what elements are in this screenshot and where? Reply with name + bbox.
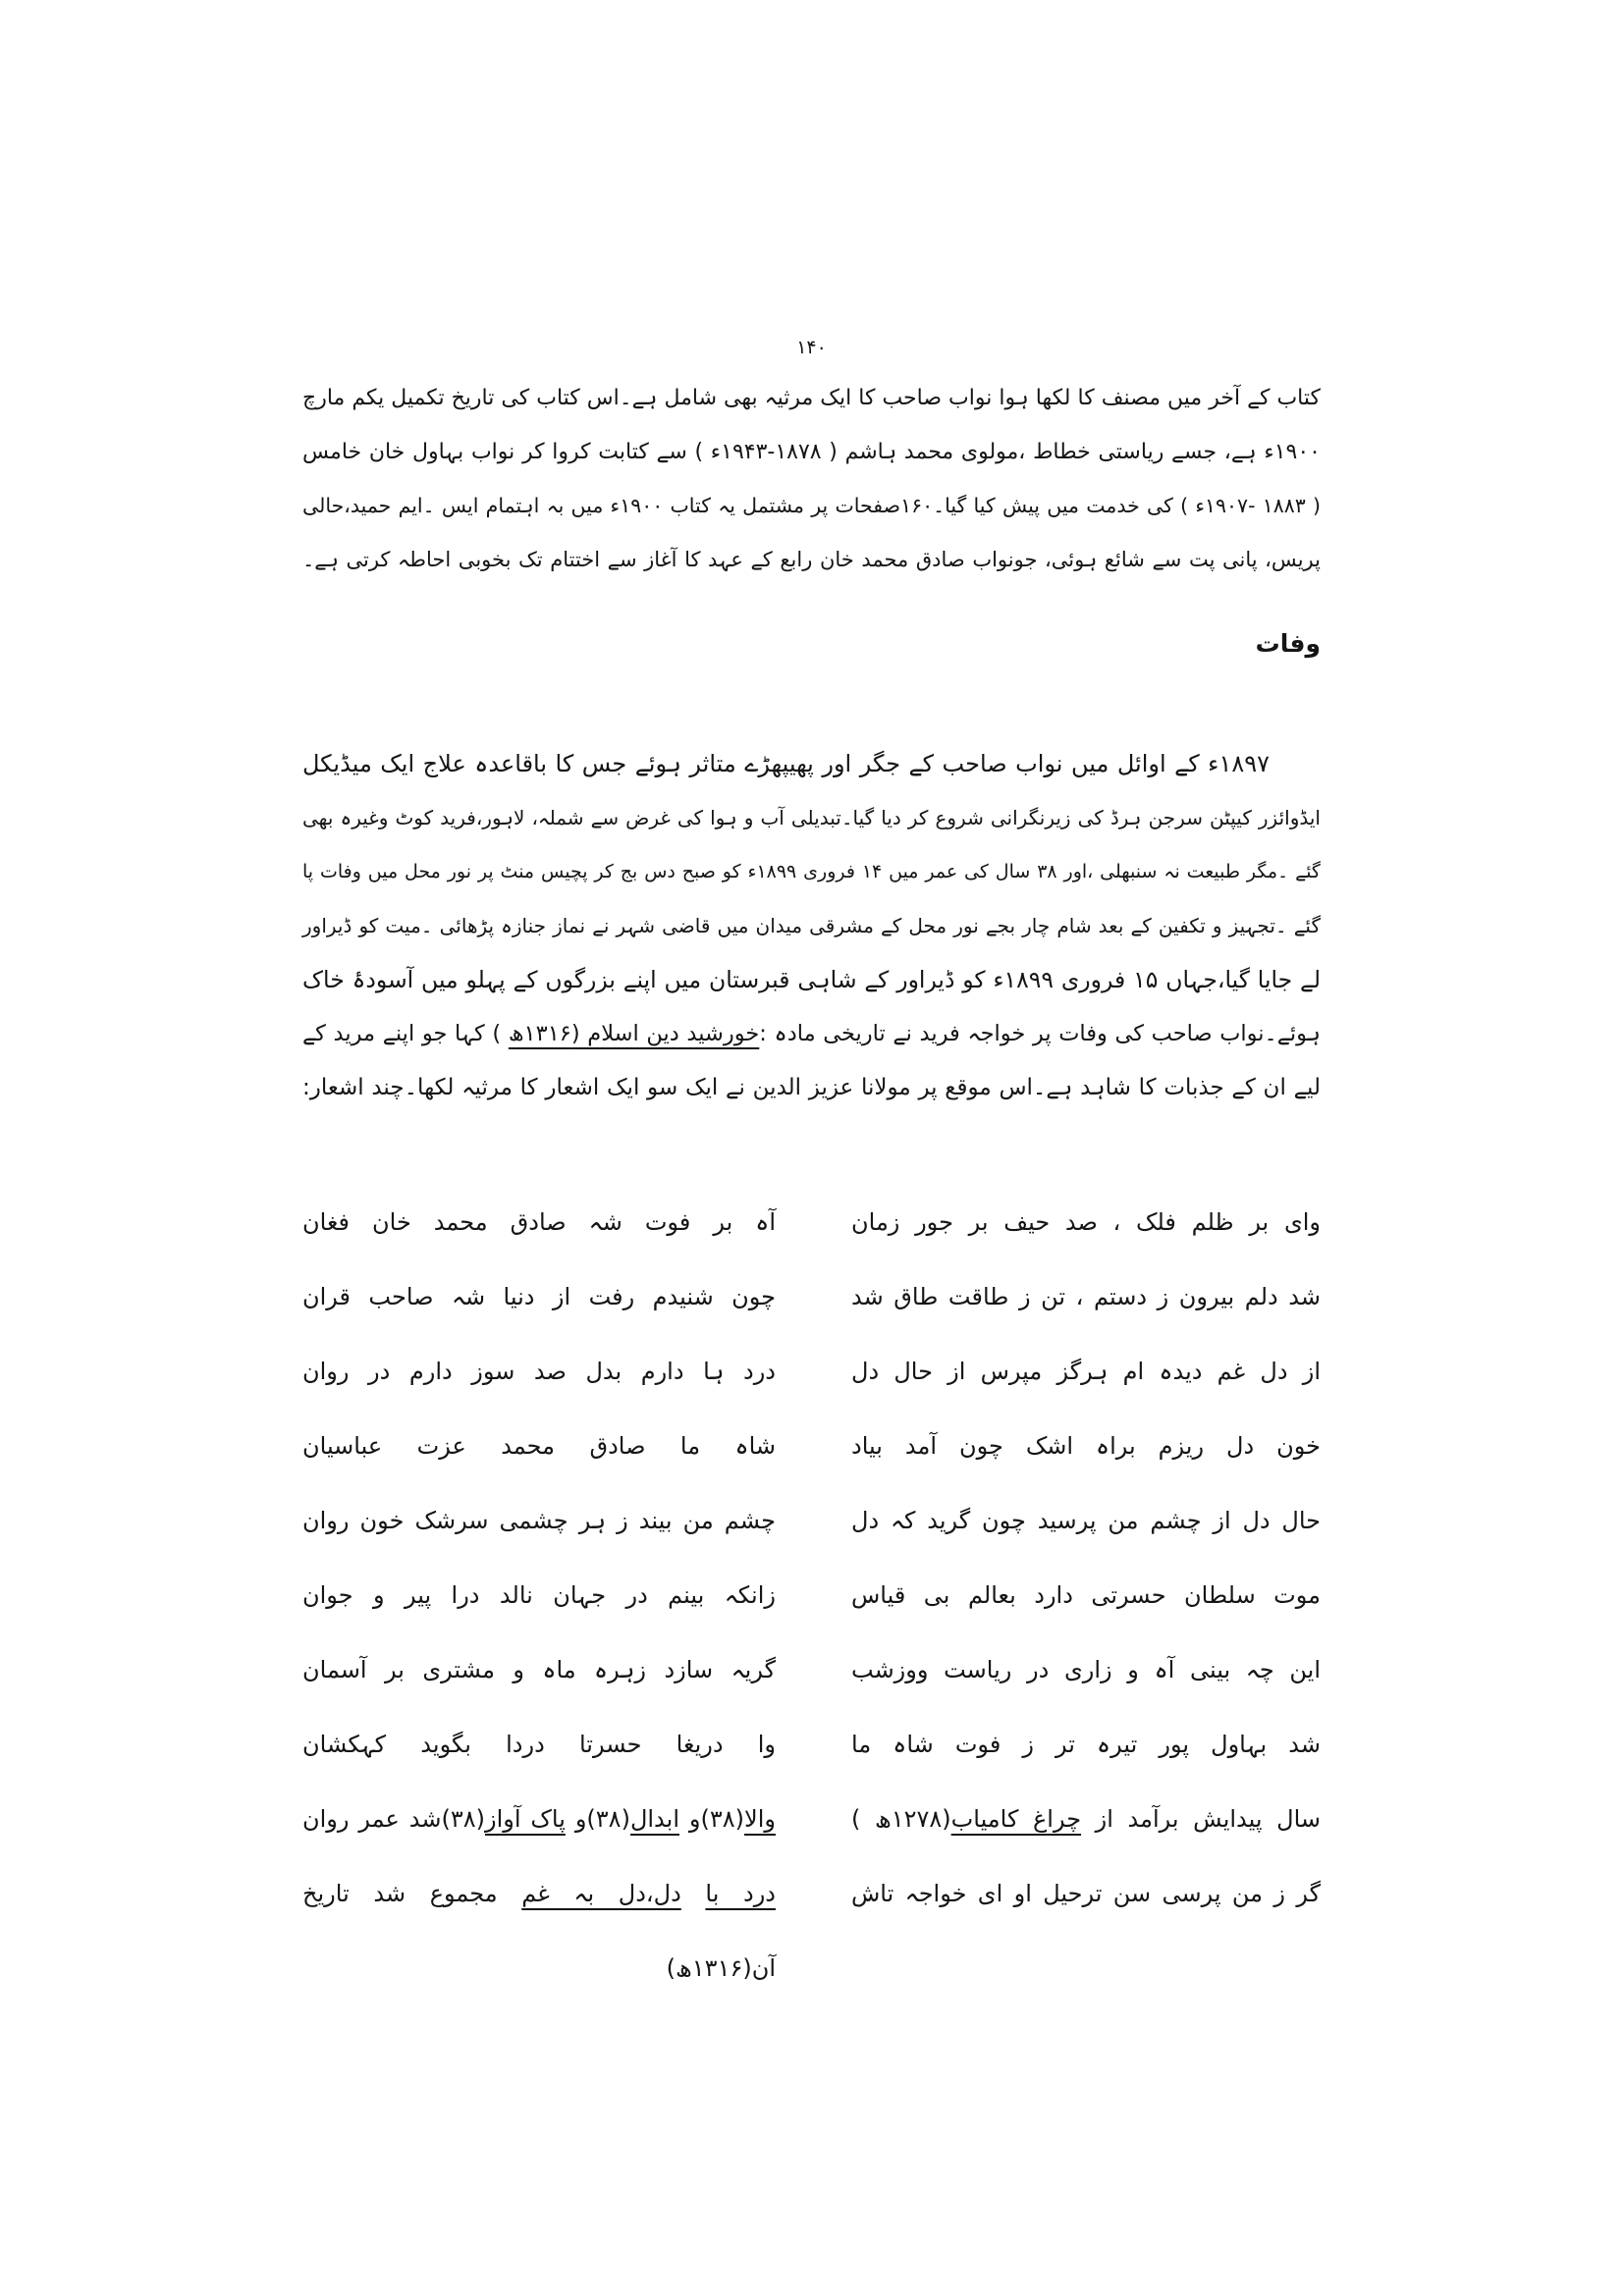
text-run: پریس، پانی پت سے شائع ہوئی، جونواب صادق محمد خان رابع کے عہد کا آغاز سے اختتام تک بخوبی احاطہ کرتی ہے۔ — [302, 548, 1321, 571]
text-line — [302, 371, 1321, 425]
text-line — [302, 737, 1270, 791]
second-hemistich — [302, 1334, 776, 1409]
second-hemistich — [302, 1409, 776, 1483]
text-run: (۱۲۷۸ھ ) — [851, 1805, 951, 1833]
text-line — [302, 845, 1321, 899]
couplet — [302, 1707, 1321, 1782]
couplet — [302, 1782, 1321, 1856]
first-hemistich — [851, 1632, 1321, 1707]
underlined-phrase: خورشید دین اسلام (۱۳۱۶ھ — [508, 1021, 760, 1046]
text-run: سال پیدایش برآمد از — [1081, 1805, 1322, 1833]
second-hemistich — [302, 1558, 776, 1632]
text-run: حال دل از چشم من پرسید چون گرید کہ دل — [851, 1507, 1321, 1534]
text-run: (۳۸)شد عمر روان — [302, 1805, 485, 1833]
couplet — [302, 1558, 1321, 1632]
first-hemistich — [851, 1558, 1321, 1632]
first-hemistich — [851, 1185, 1321, 1259]
underlined-phrase: پاک آواز — [484, 1805, 566, 1833]
text-line — [302, 1007, 1321, 1061]
text-run: خون دل ریزم براہ اشک چون آمد بیاد — [851, 1432, 1321, 1460]
text-run: کتاب کے آخر میں مصنف کا لکھا ہوا نواب صاحب کا ایک مرثیہ بھی شامل ہے۔اس کتاب کی تاریخ تکمیل یکم مارچ — [302, 386, 1321, 410]
first-hemistich — [851, 1259, 1321, 1334]
text-run: ۱۸۹۷ء کے اوائل میں نواب صاحب کے جگر اور پھیپھڑے متاثر ہوئے جس کا باقاعدہ علاج ایک میڈیکل — [302, 750, 1270, 777]
text-run: درد ہا دارم بدل صد سوز دارم در روان — [302, 1358, 776, 1385]
text-run: زانکہ بینم در جہان نالد درا پیر و جوان — [302, 1581, 776, 1609]
text-run: ۱۹۰۰ء ہے، جسے ریاستی خطاط ،مولوی محمد ہاشم ( ۱۸۷۸-۱۹۴۳ء ) سے کتابت کروا کر نواب بہاول خان خامس — [302, 440, 1321, 464]
text-run: لیے ان کے جذبات کا شاہد ہے۔اس موقع پر مولانا عزیز الدین نے ایک سو ایک اشعار کا مرثیہ لکھا۔چند اشعار: — [302, 1075, 1321, 1100]
text-run: شد دلم بیرون ز دستم ، تن ز طاقت طاق شد — [851, 1283, 1321, 1310]
text-run: ( ۱۸۸۳ -۱۹۰۷ء ) کی خدمت میں پیش کیا گیا۔۱۶۰صفحات پر مشتمل یہ کتاب ۱۹۰۰ء میں بہ اہتمام ایس ۔ایم حمید،حالی — [302, 494, 1321, 517]
first-hemistich — [851, 1409, 1321, 1483]
text-run: آہ بر فوت شہ صادق محمد خان فغان — [302, 1208, 776, 1236]
underlined-phrase: ابدال — [629, 1805, 679, 1833]
text-run: این چہ بینی آہ و زاری در ریاست ووزشب — [851, 1656, 1321, 1683]
text-run: وای بر ظلم فلک ، صد حیف بر جور زمان — [851, 1208, 1321, 1236]
underlined-phrase: والا — [744, 1805, 776, 1833]
couplet — [302, 1856, 1321, 1982]
couplet — [302, 1185, 1321, 1259]
text-run: موت سلطان حسرتی دارد بعالم بی قیاس — [851, 1581, 1321, 1609]
couplet — [302, 1483, 1321, 1558]
couplet — [302, 1259, 1321, 1334]
underlined-phrase: دل،دل بہ غم — [521, 1880, 681, 1907]
death-paragraph — [302, 737, 1321, 1115]
text-run: ہوئے۔نواب صاحب کی وفات پر خواجہ فرید نے تاریخی مادہ : — [759, 1021, 1321, 1046]
text-run: گئے ۔مگر طبیعت نہ سنبھلی ،اور ۳۸ سال کی عمر میں ۱۴ فروری ۱۸۹۹ء کو صبح دس بج کر پچیس منٹ پر نور محل میں وفات پا — [302, 861, 1321, 882]
first-hemistich — [851, 1483, 1321, 1558]
text-line — [302, 479, 1321, 533]
second-hemistich — [302, 1856, 776, 1982]
second-hemistich — [302, 1483, 776, 1558]
text-run: (۳۸)و — [679, 1805, 745, 1833]
elegy-verses — [302, 1185, 1322, 1982]
text-run: چشم من بیند ز ہر چشمی سرشک خون روان — [302, 1507, 776, 1534]
text-line — [302, 899, 1321, 953]
text-run: شاہ ما صادق محمد عزت عباسیان — [302, 1432, 776, 1460]
section-heading: وفات — [1255, 629, 1321, 658]
first-hemistich — [851, 1782, 1321, 1856]
text-run: (۳۸)و — [565, 1805, 630, 1833]
first-hemistich — [851, 1334, 1321, 1409]
text-line — [302, 1061, 1321, 1115]
text-run: وا دریغا حسرتا دردا بگوید کہکشان — [302, 1731, 776, 1758]
second-hemistich — [302, 1632, 776, 1707]
text-line — [302, 953, 1321, 1007]
text-run: ایڈوائزر کیپٹن سرجن ہرڈ کی زیرنگرانی شروع کر دیا گیا۔تبدیلی آب و ہوا کی غرض سے شملہ، لاہور،فرید کوٹ وغیرہ بھی — [302, 806, 1321, 829]
first-hemistich — [851, 1707, 1321, 1782]
couplet — [302, 1334, 1321, 1409]
intro-paragraph — [302, 371, 1321, 587]
text-run: گر ز من پرسی سن ترحیل او ای خواجہ تاش — [851, 1880, 1321, 1907]
text-line — [302, 533, 1321, 587]
second-hemistich — [302, 1782, 776, 1856]
text-run: ) کہا جو اپنے مرید کے — [302, 1021, 509, 1046]
text-line — [302, 425, 1321, 479]
text-run — [681, 1880, 706, 1907]
text-run: مجموع شد تاریخ آن(۱۳۱۶ھ) — [302, 1880, 776, 1982]
underlined-phrase: چراغ کامیاب — [950, 1805, 1082, 1833]
text-run: از دل غم دیدہ ام ہرگز مپرس از حال دل — [851, 1358, 1321, 1385]
text-run: چون شنیدم رفت از دنیا شہ صاحب قران — [302, 1283, 776, 1310]
text-run: شد بہاول پور تیرہ تر ز فوت شاہ ما — [851, 1731, 1321, 1758]
page-number: ۱۴۰ — [796, 337, 827, 358]
couplet — [302, 1409, 1321, 1483]
first-hemistich — [851, 1856, 1321, 1931]
text-run: لے جایا گیا،جہاں ۱۵ فروری ۱۸۹۹ء کو ڈیراور کے شاہی قبرستان میں اپنے بزرگوں کے پہلو میں آسودۂ خاک — [302, 966, 1321, 993]
couplet — [302, 1632, 1321, 1707]
text-line — [302, 791, 1321, 845]
text-run: گریہ سازد زہرہ ماہ و مشتری بر آسمان — [302, 1656, 776, 1683]
second-hemistich — [302, 1185, 776, 1259]
second-hemistich — [302, 1259, 776, 1334]
underlined-phrase: درد با — [705, 1880, 776, 1907]
text-run: گئے ۔تجہیز و تکفین کے بعد شام چار بجے نور محل کے مشرقی میدان میں قاضی شہر نے نماز جنازہ پڑھائی ۔میت کو ڈیراور — [302, 914, 1321, 937]
second-hemistich — [302, 1707, 776, 1782]
